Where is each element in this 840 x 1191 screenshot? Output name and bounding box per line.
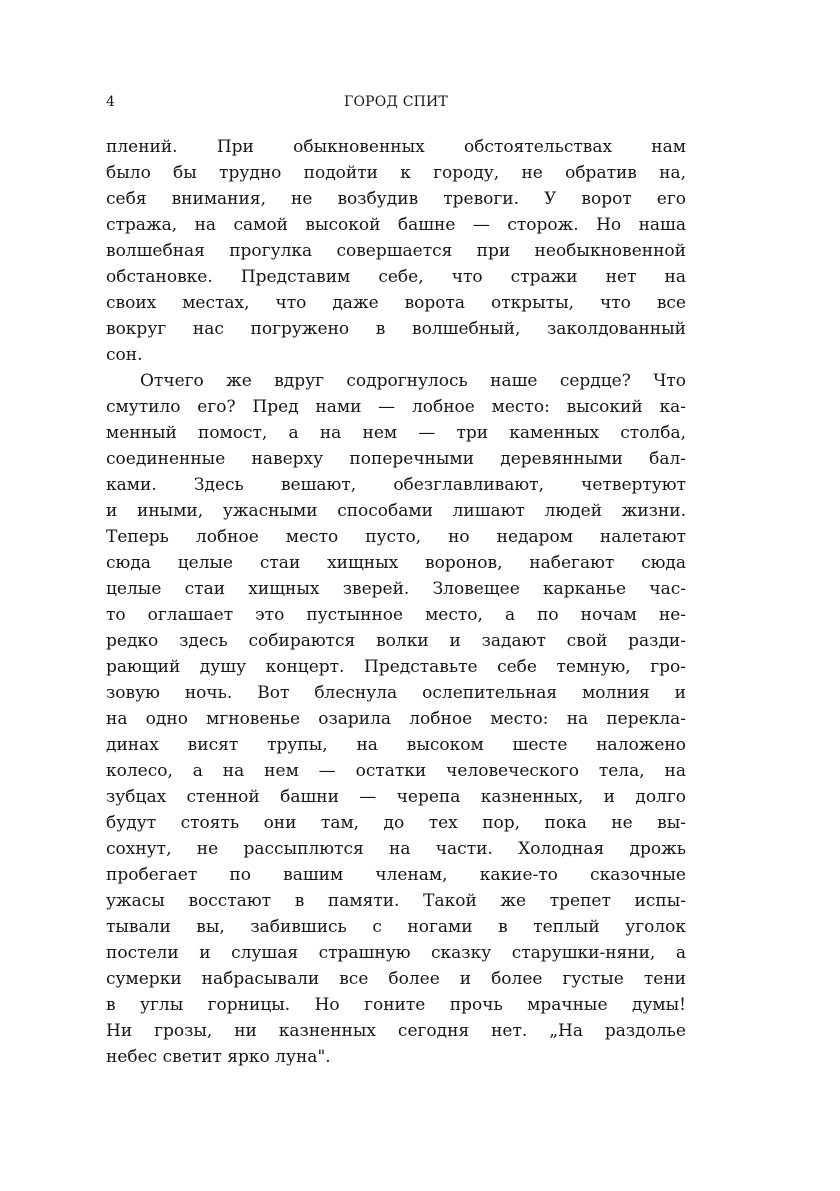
text-line: редко здесь собираются волки и задают свой разди- — [106, 631, 686, 651]
page-header — [106, 92, 686, 112]
text-line: себя внимания, не возбудив тревоги. У ворот его — [106, 189, 686, 209]
text-line: в углы горницы. Но гоните прочь мрачные думы! — [106, 995, 686, 1015]
text-line: постели и слушая страшную сказку старушки-няни, а — [106, 943, 686, 963]
text-line: обстановке. Представим себе, что стражи нет на — [106, 267, 686, 287]
text-line: вокруг нас погружено в волшебный, заколдованный — [106, 319, 686, 339]
text-line: ужасы восстают в памяти. Такой же трепет испы- — [106, 891, 686, 911]
text-line: колесо, а на нем — остатки человеческого тела, на — [106, 761, 686, 781]
text-line: стража, на самой высокой башне — сторож. Но наша — [106, 215, 686, 235]
text-line: плений. При обыкновенных обстоятельствах нам — [106, 137, 686, 157]
text-line: смутило его? Пред нами — лобное место: высокий ка- — [106, 397, 686, 417]
text-line: менный помост, а на нем — три каменных столба, — [106, 423, 686, 443]
text-line: волшебная прогулка совершается при необыкновенной — [106, 241, 686, 261]
body-text — [106, 134, 686, 1070]
running-title: ГОРОД СПИТ — [344, 94, 448, 110]
text-line: целые стаи хищных зверей. Зловещее карканье час- — [106, 579, 686, 599]
text-line: сохнут, не рассыплются на части. Холодная дрожь — [106, 839, 686, 859]
text-line: зовую ночь. Вот блеснула ослепительная молния и — [106, 683, 686, 703]
text-line: на одно мгновенье озарила лобное место: на перекла- — [106, 709, 686, 729]
page-number: 4 — [106, 94, 115, 110]
text-line: динах висят трупы, на высоком шесте наложено — [106, 735, 686, 755]
text-line: сон. — [106, 345, 143, 365]
text-line: Отчего же вдруг содрогнулось наше сердце? Что — [140, 371, 686, 391]
text-line: соединенные наверху поперечными деревянными бал- — [106, 449, 686, 469]
text-line: сюда целые стаи хищных воронов, набегают сюда — [106, 553, 686, 573]
text-line: рающий душу концерт. Представьте себе темную, гро- — [106, 657, 686, 677]
text-line: своих местах, что даже ворота открыты, что все — [106, 293, 686, 313]
text-line: Теперь лобное место пусто, но недаром налетают — [106, 527, 686, 547]
text-line: небес светит ярко луна". — [106, 1047, 331, 1067]
paragraph — [106, 134, 686, 368]
text-line: пробегает по вашим членам, какие-то сказочные — [106, 865, 686, 885]
text-line: ками. Здесь вешают, обезглавливают, четвертуют — [106, 475, 686, 495]
paragraph — [106, 368, 686, 1070]
text-line: сумерки набрасывали все более и более густые тени — [106, 969, 686, 989]
text-line: тывали вы, забившись с ногами в теплый уголок — [106, 917, 686, 937]
text-line: зубцах стенной башни — черепа казненных, и долго — [106, 787, 686, 807]
text-line: то оглашает это пустынное место, а по ночам не- — [106, 605, 686, 625]
text-line: будут стоять они там, до тех пор, пока не вы- — [106, 813, 686, 833]
text-line: было бы трудно подойти к городу, не обратив на, — [106, 163, 686, 183]
text-line: Ни грозы, ни казненных сегодня нет. „На раздолье — [106, 1021, 686, 1041]
text-line: и иными, ужасными способами лишают людей жизни. — [106, 501, 686, 521]
